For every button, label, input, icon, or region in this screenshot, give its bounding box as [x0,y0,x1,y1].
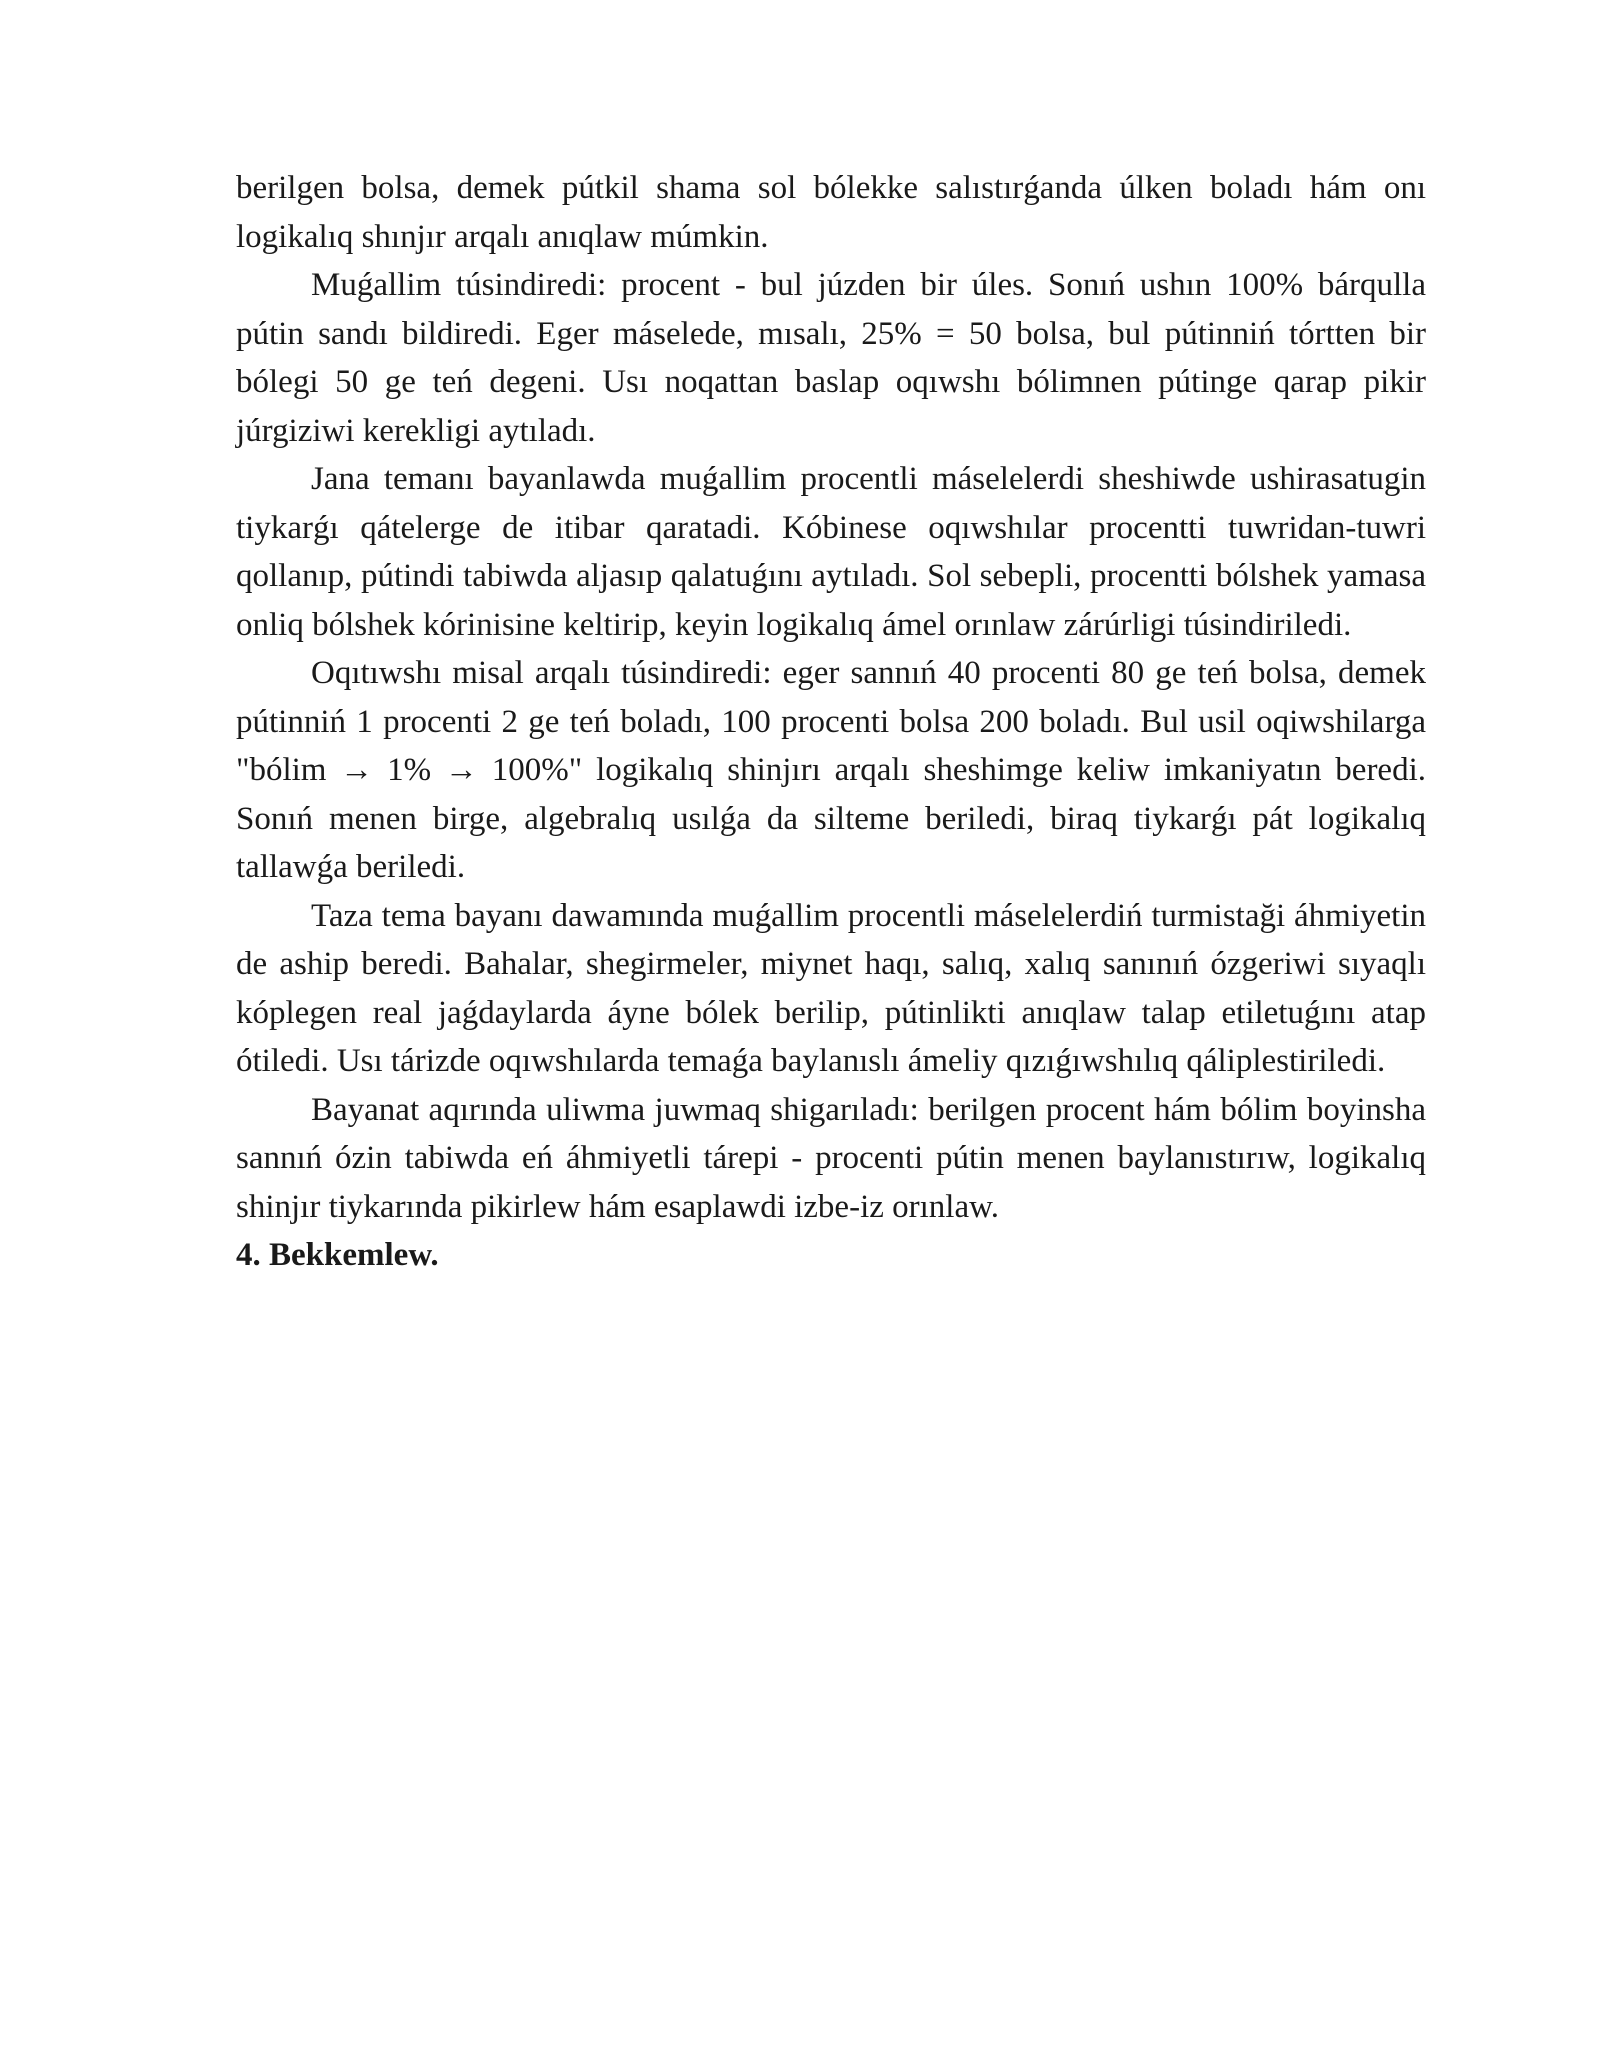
paragraph-5: Taza tema bayanı dawamında muǵallim procentli máselelerdiń turmistaği áhmiyetin de aship beredi. Bahalar, shegirmeler, miynet haqı, salıq, xalıq sanınıń ózgeriwi sıyaqlı kóplegen real jaǵdaylarda áyne bólek berilip, pútinlikti anıqlaw talap etiletuǵını atap ótiledi. Usı tárizde oqıwshılarda temaǵa baylanıslı ámeliy qızıǵıwshılıq qáliplestiriledi. [236,897,1426,1079]
document-body [236,164,1426,1280]
paragraph-1: berilgen bolsa, demek pútkil shama sol bólekke salıstırǵanda úlken boladı hám onı logikalıq shınjır arqalı anıqlaw múmkin. [236,170,1426,255]
section-heading: 4. Bekkemlew. [236,1237,439,1273]
paragraph-4: Oqıtıwshı misal arqalı túsindiredi: eger sannıń 40 procenti 80 ge teń bolsa, demek pútinniń 1 procenti 2 ge teń boladı, 100 procenti bolsa 200 boladı. Bul usil oqiwshilarga "bólim → 1% → 100%" logikalıq shinjırı arqalı sheshimge keliw imkaniyatın beredi. Sonıń menen birge, algebralıq usılǵa da silteme beriledi, biraq tiykarǵı pát logikalıq tallawǵa beriledi. [236,655,1426,885]
paragraph-3: Jana temanı bayanlawda muǵallim procentli máselelerdi sheshiwde ushirasatugin tiykarǵı qátelerge de itibar qaratadi. Kóbinese oqıwshılar procentti tuwridan-tuwri qollanıp, pútindi tabiwda aljasıp qalatuǵını aytıladı. Sol sebepli, procentti bólshek yamasa onliq bólshek kórinisine keltirip, keyin logikalıq ámel orınlaw zárúrligi túsindiriledi. [236,461,1426,643]
paragraph-6: Bayanat aqırında uliwma juwmaq shigarıladı: berilgen procent hám bólim boyinsha sannıń ózin tabiwda eń áhmiyetli tárepi - procenti pútin menen baylanıstırıw, logikalıq shinjır tiykarında pikirlew hám esaplawdi izbe-iz orınlaw. [236,1091,1426,1225]
paragraph-2: Muǵallim túsindiredi: procent - bul júzden bir úles. Sonıń ushın 100% bárqulla pútin sandı bildiredi. Eger máselede, mısalı, 25% = 50 bolsa, bul pútinniń tórtten bir bólegi 50 ge teń degeni. Usı noqattan baslap oqıwshı bólimnen pútinge qarap pikir júrgiziwi kerekligi aytıladı. [236,267,1426,449]
